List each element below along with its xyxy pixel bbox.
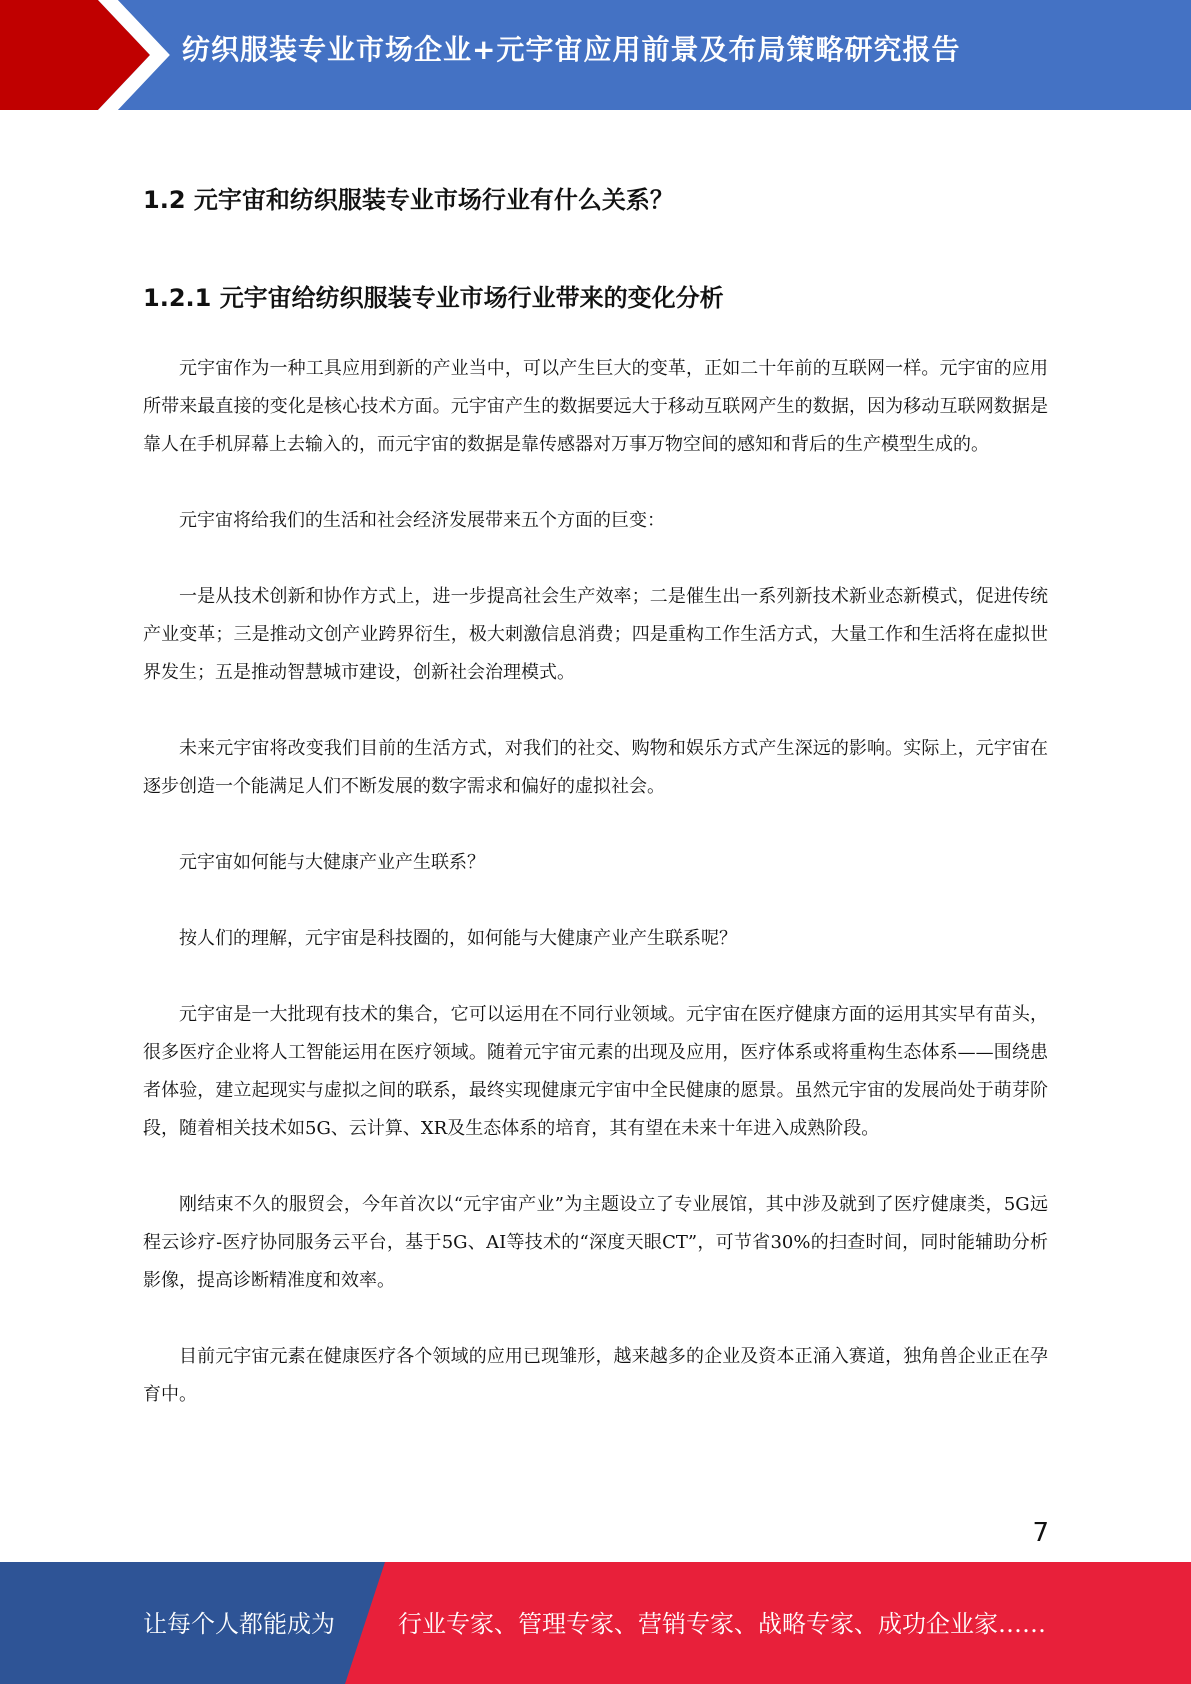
- report-title: 纺织服装专业市场企业+元宇宙应用前景及布局策略研究报告: [182, 33, 961, 66]
- paragraph: 未来元宇宙将改变我们目前的生活方式，对我们的社交、购物和娱乐方式产生深远的影响。实际上，元宇宙在逐步创造一个能满足人们不断发展的数字需求和偏好的虚拟社会。: [143, 738, 1048, 797]
- paragraph: 目前元宇宙元素在健康医疗各个领域的应用已现雏形，越来越多的企业及资本正涌入赛道，独角兽企业正在孕育中。: [143, 1346, 1048, 1405]
- paragraph: 元宇宙如何能与大健康产业产生联系？: [179, 852, 485, 873]
- paragraph: 元宇宙将给我们的生活和社会经济发展带来五个方面的巨变：: [179, 510, 665, 531]
- paragraph: 刚结束不久的服贸会，今年首次以“元宇宙产业”为主题设立了专业展馆，其中涉及就到了医疗健康类，5G远程云诊疗-医疗协同服务云平台，基于5G、AI等技术的“深度天眼CT”，可节省30%的扫查时间，同时能辅助分析影像，提高诊断精准度和效率。: [143, 1194, 1048, 1291]
- page-footer: [0, 1562, 1191, 1684]
- paragraph: 元宇宙作为一种工具应用到新的产业当中，可以产生巨大的变革，正如二十年前的互联网一样。元宇宙的应用所带来最直接的变化是核心技术方面。元宇宙产生的数据要远大于移动互联网产生的数据，因为移动互联网数据是靠人在手机屏幕上去输入的，而元宇宙的数据是靠传感器对万事万物空间的感知和背后的生产模型生成的。: [143, 358, 1048, 455]
- footer-expert-list: 行业专家、管理专家、营销专家、战略专家、成功企业家……: [398, 1610, 1046, 1638]
- footer-slogan: 让每个人都能成为: [143, 1610, 335, 1638]
- page-number: 7: [1032, 1518, 1049, 1548]
- paragraph: 按人们的理解，元宇宙是科技圈的，如何能与大健康产业产生联系呢？: [179, 928, 737, 949]
- main-content: [143, 180, 1048, 1452]
- section-heading: 1.2 元宇宙和纺织服装专业市场行业有什么关系？: [143, 186, 674, 214]
- paragraph: 元宇宙是一大批现有技术的集合，它可以运用在不同行业领域。元宇宙在医疗健康方面的运用其实早有苗头，很多医疗企业将人工智能运用在医疗领域。随着元宇宙元素的出现及应用，医疗体系或将重构生态体系——围绕患者体验，建立起现实与虚拟之间的联系，最终实现健康元宇宙中全民健康的愿景。虽然元宇宙的发展尚处于萌芽阶段，随着相关技术如5G、云计算、XR及生态体系的培育，其有望在未来十年进入成熟阶段。: [143, 1004, 1048, 1139]
- page-header: [0, 0, 1191, 110]
- paragraph: 一是从技术创新和协作方式上，进一步提高社会生产效率；二是催生出一系列新技术新业态新模式，促进传统产业变革；三是推动文创产业跨界衍生，极大刺激信息消费；四是重构工作生活方式，大量工作和生活将在虚拟世界发生；五是推动智慧城市建设，创新社会治理模式。: [143, 586, 1048, 683]
- subsection-heading: 1.2.1 元宇宙给纺织服装专业市场行业带来的变化分析: [143, 284, 724, 312]
